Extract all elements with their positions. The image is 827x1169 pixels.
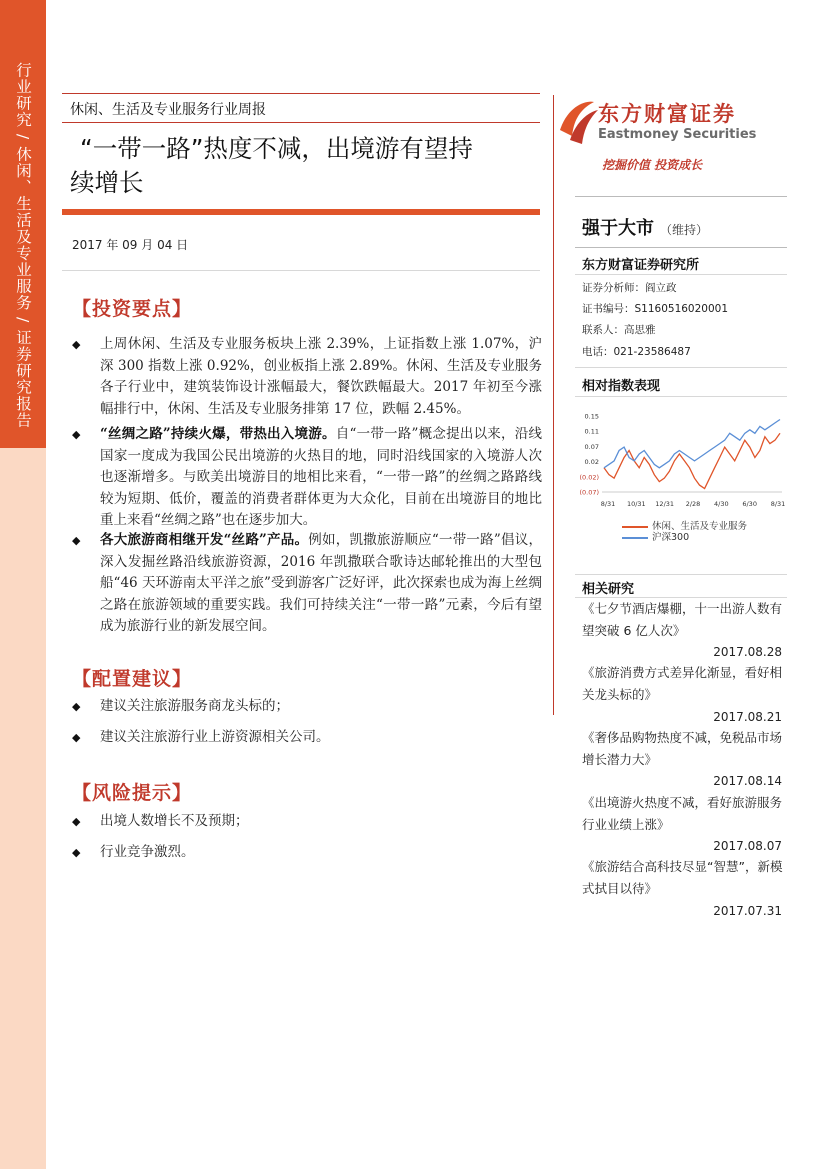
phone: 电话：021-23586487 — [582, 346, 691, 358]
legend-label-1: 休闲、生活及专业服务 — [652, 521, 748, 532]
bullet-diamond-icon: ◆ — [72, 700, 81, 713]
series-line-1 — [604, 433, 780, 488]
related-item-5[interactable]: 《旅游结合高科技尽显“智慧”，新模式拭目以待》 — [582, 859, 783, 896]
config-point-1 — [72, 696, 542, 718]
date-rule — [62, 270, 540, 271]
brand-name-cn: 东方财富证券 — [598, 102, 736, 126]
x-tick-label: 8/31 — [600, 500, 616, 508]
legend-item-2 — [622, 529, 689, 543]
relative-index-chart — [576, 408, 786, 508]
legend-swatch-blue-icon — [622, 537, 648, 539]
risk-point-1-text: 出境人数增长不及预期； — [100, 813, 249, 829]
risk-point-1 — [72, 811, 542, 833]
chart-title: 相对指数表现 — [582, 379, 661, 394]
sidebar-label: 行业研究 / 休闲、生活及专业服务 / 证券研究报告 — [14, 62, 32, 429]
sidebar — [0, 0, 46, 1169]
related-item-2[interactable]: 《旅游消费方式差异化渐显，看好相关龙头标的》 — [582, 665, 783, 702]
legend-swatch-orange-icon — [622, 526, 648, 528]
config-point-2-text: 建议关注旅游行业上游资源相关公司。 — [100, 729, 330, 745]
bullet-diamond-icon: ◆ — [72, 338, 81, 351]
invest-point-3 — [72, 530, 542, 638]
rating-sub: （维持） — [660, 223, 709, 237]
y-tick-label: 0.02 — [584, 458, 599, 467]
invest-point-2-bold: “丝绸之路”持续火爆，带热出入境游。 — [100, 426, 336, 442]
x-tick-label: 4/30 — [714, 500, 729, 508]
x-tick-label: 2/28 — [685, 500, 701, 508]
institute-rule — [575, 274, 787, 275]
section-config-heading: 【配置建议】 — [72, 668, 193, 690]
related-title: 相关研究 — [582, 582, 635, 597]
report-category: 休闲、生活及专业服务行业周报 — [70, 102, 266, 118]
section-risk-heading: 【风险提示】 — [72, 782, 193, 804]
related-date-1: 2017.08.28 — [713, 645, 782, 659]
legend-label-2: 沪深300 — [652, 532, 690, 543]
header-rule-lower — [62, 122, 540, 123]
x-tick-label: 6/30 — [742, 500, 757, 508]
x-tick-label: 12/31 — [655, 500, 675, 508]
rating-rule — [575, 196, 787, 197]
related-date-4: 2017.08.07 — [713, 839, 782, 853]
series-line-2 — [604, 420, 780, 468]
brand-name-en: Eastmoney Securities — [598, 127, 757, 142]
title-bar — [62, 209, 540, 215]
rating-rule-lower — [575, 247, 787, 248]
risk-point-2-text: 行业竞争激烈。 — [100, 844, 195, 860]
report-date: 2017 年 09 月 04 日 — [72, 238, 189, 252]
x-tick-label: 10/31 — [626, 500, 646, 508]
y-tick-label: 0.07 — [584, 442, 599, 451]
x-tick-label: 8/31 — [770, 500, 786, 508]
invest-point-1 — [72, 334, 542, 420]
invest-point-3-bold: 各大旅游商相继开发“丝路”产品。 — [100, 532, 309, 548]
report-title — [70, 132, 540, 200]
title-line-1: “一带一路”热度不减，出境游有望持 — [80, 134, 473, 163]
y-tick-label: (0.07) — [579, 488, 599, 497]
invest-point-1-text: 上周休闲、生活及专业服务板块上涨 2.39%，上证指数上涨 1.07%，沪深 300 指数上涨 0.92%，创业板指上涨 2.89%。休闲、生活及专业服务各子行业中，建筑装饰设计涨幅最大，餐饮跌幅最大。2017 年初至今涨幅排行中，休闲、生活及专业服务排第 17 位，跌幅 2.45%。 — [100, 336, 542, 417]
brand-slogan: 挖掘价值 投资成长 — [602, 158, 703, 172]
related-rule — [575, 574, 787, 575]
y-tick-label: 0.11 — [584, 427, 599, 436]
cert-number: 证书编号：S1160516020001 — [582, 303, 729, 315]
bullet-diamond-icon: ◆ — [72, 815, 81, 828]
config-point-1-text: 建议关注旅游服务商龙头标的； — [100, 698, 289, 714]
invest-point-2-text: 自“一带一路”概念提出以来，沿线国家一度成为我国公民出境游的火热目的地，同时沿线国家的入境游人次也逐渐增多。与欧美出境游目的地相比来看，“一带一路”的丝绸之路路线较为短期、低价，覆盖的消费者群体更为大众化，目前在出境游目的地比重上来看“丝绸之路”也在逐步加大。 — [100, 426, 543, 528]
related-item-1[interactable]: 《七夕节酒店爆棚，十一出游人数有望突破 6 亿人次》 — [582, 601, 783, 638]
y-tick-label: 0.15 — [584, 412, 599, 421]
bullet-diamond-icon: ◆ — [72, 731, 81, 744]
header-rule — [62, 93, 540, 94]
column-divider — [553, 95, 554, 715]
title-line-2: 续增长 — [70, 168, 144, 197]
invest-point-2 — [72, 424, 542, 532]
related-date-3: 2017.08.14 — [713, 774, 782, 788]
rating — [582, 214, 708, 240]
y-tick-label: (0.02) — [579, 473, 599, 482]
chart-rule — [575, 396, 787, 397]
related-item-3[interactable]: 《奢侈品购物热度不减，免税品市场增长潜力大》 — [582, 730, 783, 767]
invest-point-3-text: 例如，凯撒旅游顺应“一带一路”倡议，深入发掘丝路沿线旅游资源，2016 年凯撒联合歌诗达邮轮推出的大型包船“46 天环游南太平洋之旅”受到游客广泛好评，此次探索也成为海上丝绸之路在旅游领域的重要实践。我们可持续关注“一带一路”元素，今后有望成为旅游行业的新发展空间。 — [100, 532, 542, 634]
section-invest-heading: 【投资要点】 — [72, 298, 193, 320]
related-item-4[interactable]: 《出境游火热度不减，看好旅游服务行业业绩上涨》 — [582, 795, 783, 832]
institute-name: 东方财富证券研究所 — [582, 258, 700, 273]
bullet-diamond-icon: ◆ — [72, 534, 81, 547]
bullet-diamond-icon: ◆ — [72, 846, 81, 859]
contact: 联系人：高思雅 — [582, 324, 656, 336]
rating-label: 强于大市 — [582, 218, 654, 239]
institute-rule-lower — [575, 367, 787, 368]
related-date-5: 2017.07.31 — [713, 904, 782, 918]
risk-point-2 — [72, 842, 542, 864]
analyst: 证券分析师：阎立政 — [582, 282, 677, 294]
config-point-2 — [72, 727, 542, 749]
related-date-2: 2017.08.21 — [713, 710, 782, 724]
bullet-diamond-icon: ◆ — [72, 428, 81, 441]
